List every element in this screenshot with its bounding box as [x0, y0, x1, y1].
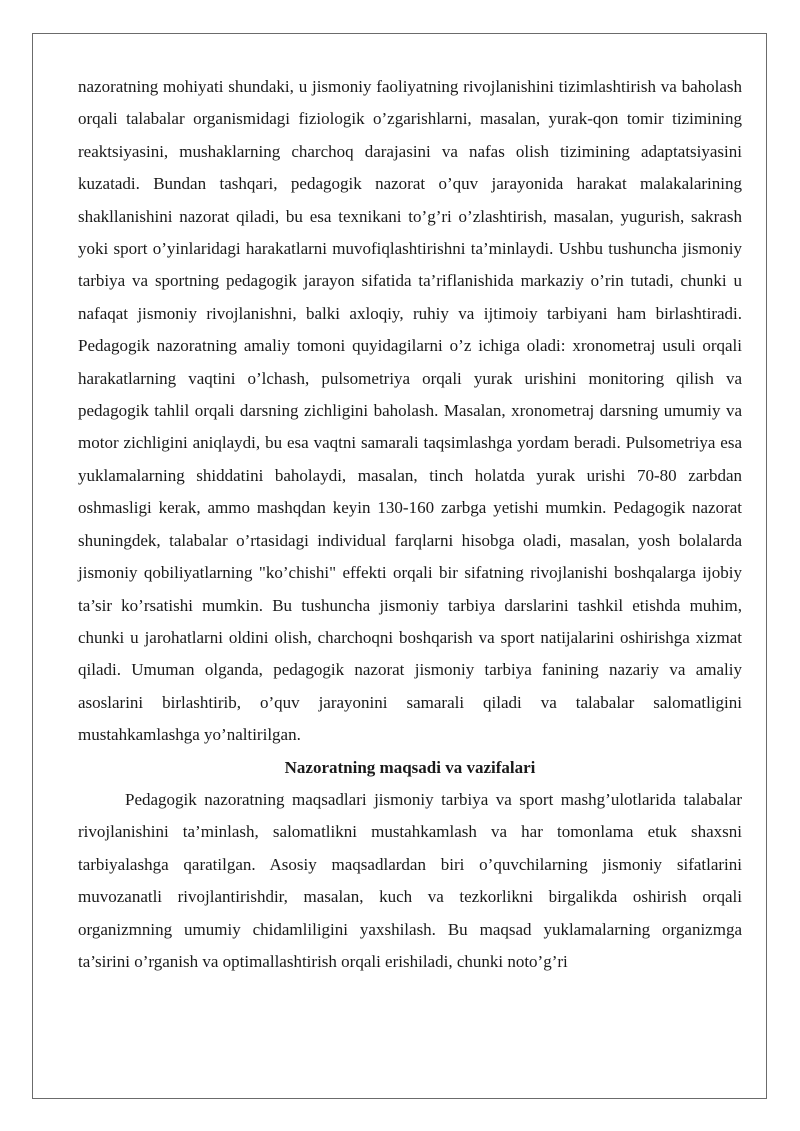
- document-body: [78, 71, 742, 978]
- section-heading: Nazoratning maqsadi va vazifalari: [284, 757, 536, 777]
- body-paragraph-2: Pedagogik nazoratning maqsadlari jismoniy tarbiya va sport mashg’ulotlarida talabalar rivojlanishini ta’minlash, salomatlikni mustahkamlash va har tomonlama etuk shaxsni tarbiyalashga qaratilgan. Asosiy maqsadlardan biri o’quvchilarning jismoniy sifatlarini muvozanatli rivojlantirishdir, masalan, kuch va tezkorlikni birgalikda oshirish orqali organizmning umumiy chidamliligini yaxshilash. Bu maqsad yuklamalarning organizmga ta’sirini o’rganish va optimallashtirish orqali erishiladi, chunki noto’g’ri: [78, 789, 742, 971]
- body-paragraph-1: nazoratning mohiyati shundaki, u jismoniy faoliyatning rivojlanishini tizimlashtirish va baholash orqali talabalar organismidagi fiziologik o’zgarishlarni, masalan, yurak-qon tomir tizimining reaktsiyasini, mushaklarning charchoq darajasini va nafas olish tizimining adaptatsiyasini kuzatadi. Bundan tashqari, pedagogik nazorat o’quv jarayonida harakat malakalarining shakllanishini nazorat qiladi, bu esa texnikani to’g’ri o’zlashtirish, masalan, yugurish, sakrash yoki sport o’yinlaridagi harakatlarni muvofiqlashtirishni ta’minlaydi. Ushbu tushuncha jismoniy tarbiya va sportning pedagogik jarayon sifatida ta’riflanishida markaziy o’rin tutadi, chunki u nafaqat jismoniy rivojlanishni, balki axloqiy, ruhiy va ijtimoiy tarbiyani ham birlashtiradi. Pedagogik nazoratning amaliy tomoni quyidagilarni o’z ichiga oladi: xronometraj usuli orqali harakatlarning vaqtini o’lchash, pulsometriya orqali yurak urishini monitoring qilish va pedagogik tahlil orqali darsning zichligini baholash. Masalan, xronometraj darsning umumiy va motor zichligini aniqlaydi, bu esa vaqtni samarali taqsimlashga yordam beradi. Pulsometriya esa yuklamalarning shiddatini baholaydi, masalan, tinch holatda yurak urishi 70-80 zarbdan oshmasligi kerak, ammo mashqdan keyin 130-160 zarbga yetishi mumkin. Pedagogik nazorat shuningdek, talabalar o’rtasidagi individual farqlarni hisobga oladi, masalan, yosh bolalarda jismoniy qobiliyatlarning "ko’chishi" effekti orqali bir sifatning rivojlanishi boshqalarga ijobiy ta’sir ko’rsatishi mumkin. Bu tushuncha jismoniy tarbiya darslarini tashkil etishda muhim, chunki u jarohatlarni oldini olish, charchoqni boshqarish va sport natijalarini oshirishga xizmat qiladi. Umuman olganda, pedagogik nazorat jismoniy tarbiya fanining nazariy va amaliy asoslarini birlashtirib, o’quv jarayonini samarali qiladi va talabalar salomatligini mustahkamlashga yo’naltirilgan.: [78, 77, 742, 745]
